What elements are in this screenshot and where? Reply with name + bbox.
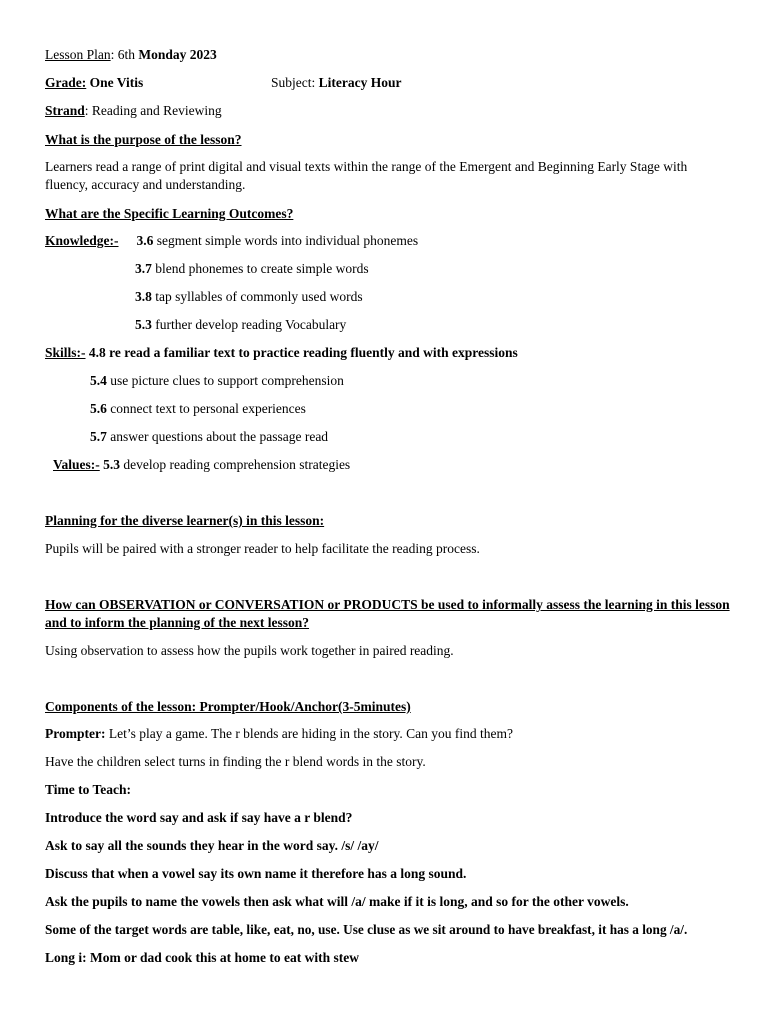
skills-text: connect text to personal experiences — [106, 401, 306, 416]
lesson-plan-date: Monday 2023 — [138, 47, 217, 62]
components-heading: Components of the lesson: Prompter/Hook/Anchor(3-5minutes) — [45, 699, 411, 714]
knowledge-item — [135, 288, 363, 306]
knowledge-text: further develop reading Vocabulary — [151, 317, 347, 332]
teach-line: Ask to say all the sounds they hear in the word say. /s/ /ay/ — [45, 838, 379, 853]
grade-label: Grade: — [45, 75, 87, 90]
skills-code: 5.6 — [90, 401, 107, 416]
select-turns-text: Have the children select turns in finding the r blend words in the story. — [45, 754, 426, 769]
skills-label: Skills:- — [45, 345, 86, 360]
knowledge-text: tap syllables of commonly used words — [151, 289, 363, 304]
skills-line — [45, 344, 518, 362]
time-to-teach-label: Time to Teach: — [45, 782, 132, 797]
subject-value: Literacy Hour — [318, 75, 402, 90]
prompter-text: Let’s play a game. The r blends are hiding in the story. Can you find them? — [105, 726, 514, 741]
skills-item — [90, 428, 328, 446]
prompter-line — [45, 725, 513, 743]
grade-line — [45, 74, 143, 92]
knowledge-text: blend phonemes to create simple words — [151, 261, 369, 276]
assessment-text: Using observation to assess how the pupils work together in paired reading. — [45, 643, 454, 658]
purpose-text: Learners read a range of print digital and visual texts within the range of the Emergent and Beginning Early Stage with fluency, accuracy and understanding. — [45, 159, 688, 192]
teach-line: Some of the target words are table, like, eat, no, use. Use cluse as we sit around to have breakfast, it has a long /a/. — [45, 922, 688, 937]
skills-item — [90, 400, 306, 418]
subject-line — [271, 74, 401, 92]
lesson-plan-label: Lesson Plan — [45, 47, 111, 62]
skills-first: 4.8 re read a familiar text to practice reading fluently and with expressions — [85, 345, 518, 360]
teach-line: Long i: Mom or dad cook this at home to eat with stew — [45, 950, 359, 965]
diverse-text: Pupils will be paired with a stronger reader to help facilitate the reading process. — [45, 541, 480, 556]
assessment-heading: How can OBSERVATION or CONVERSATION or PRODUCTS be used to informally assess the learning in this lesson and to inform the planning of the next lesson? — [45, 597, 730, 630]
skills-item — [90, 372, 344, 390]
skills-text: use picture clues to support comprehension — [106, 373, 344, 388]
values-line — [53, 456, 350, 474]
outcomes-heading: What are the Specific Learning Outcomes? — [45, 206, 294, 221]
grade-value: One Vitis — [89, 75, 144, 90]
diverse-heading: Planning for the diverse learner(s) in this lesson: — [45, 513, 325, 528]
strand-line — [45, 102, 222, 120]
values-label: Values:- — [53, 457, 100, 472]
teach-line: Ask the pupils to name the vowels then ask what will /a/ make if it is long, and so for the other vowels. — [45, 894, 629, 909]
strand-value: : Reading and Reviewing — [84, 103, 222, 118]
skills-text: answer questions about the passage read — [106, 429, 329, 444]
knowledge-code: 5.3 — [135, 317, 152, 332]
lesson-plan-line — [45, 46, 217, 64]
teach-line: Discuss that when a vowel say its own name it therefore has a long sound. — [45, 866, 467, 881]
knowledge-label: Knowledge:- — [45, 233, 119, 248]
skills-code: 5.4 — [90, 373, 107, 388]
lesson-plan-sep: : 6th — [110, 47, 139, 62]
knowledge-code: 3.8 — [135, 289, 152, 304]
knowledge-text: segment simple words into individual phonemes — [153, 233, 419, 248]
strand-label: Strand — [45, 103, 85, 118]
teach-line: Introduce the word say and ask if say have a r blend? — [45, 810, 353, 825]
prompter-label: Prompter: — [45, 726, 106, 741]
knowledge-item — [135, 316, 346, 334]
purpose-heading: What is the purpose of the lesson? — [45, 132, 242, 147]
knowledge-line — [45, 232, 418, 250]
skills-code: 5.7 — [90, 429, 107, 444]
values-code: 5.3 — [99, 457, 121, 472]
subject-label: Subject: — [271, 75, 319, 90]
values-text: develop reading comprehension strategies — [120, 457, 351, 472]
knowledge-item — [135, 260, 369, 278]
knowledge-code: 3.7 — [135, 261, 152, 276]
knowledge-code: 3.6 — [136, 233, 154, 248]
